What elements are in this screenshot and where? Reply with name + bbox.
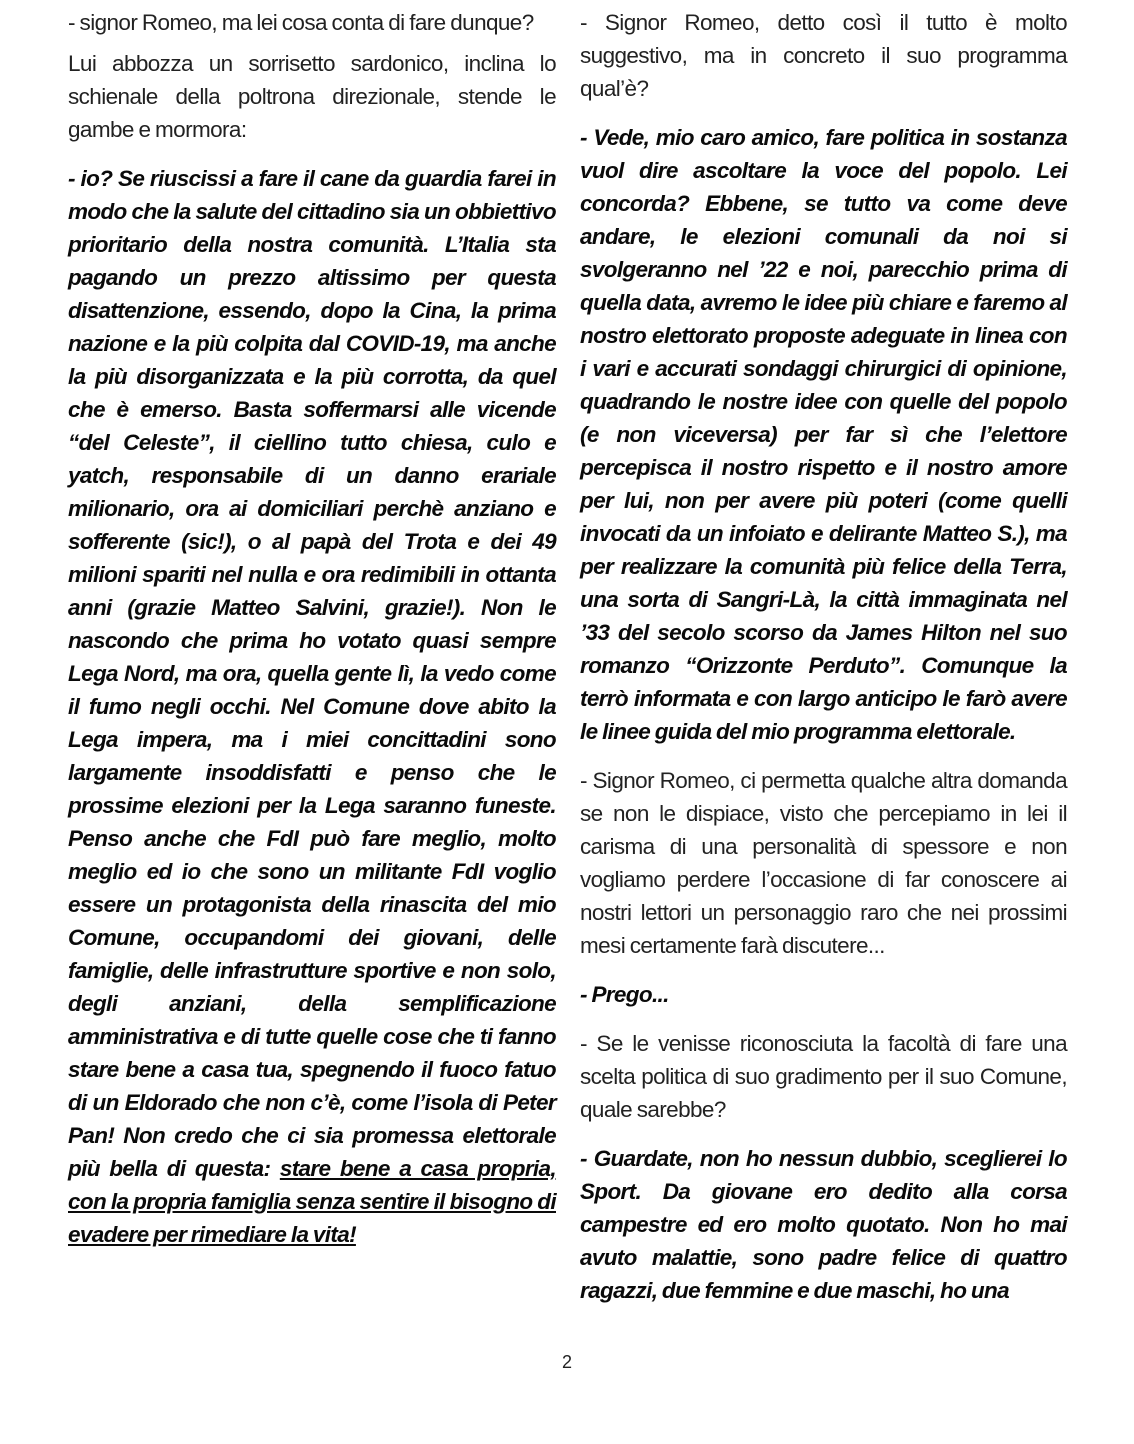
narration-paragraph: Lui abbozza un sorrisetto sardonico, inclina lo schienale della poltrona direzionale, stende le gambe e mormora: [68,51,556,142]
right-column [580,6,1067,1323]
question-paragraph: - signor Romeo, ma lei cosa conta di fare dunque? [68,10,534,35]
answer-paragraph: - Guardate, non ho nessun dubbio, sceglierei lo Sport. Da giovane ero dedito alla corsa campestre ed ero molto quotato. Non ho mai avuto malattie, sono padre felice di quattro ragazzi, due femmine e due maschi, ho una [580,1146,1067,1303]
answer-paragraph [68,162,556,1251]
question-paragraph: - Signor Romeo, detto così il tutto è molto suggestivo, ma in concreto il suo programma qual’è? [580,10,1067,101]
answer-paragraph: - Prego... [580,982,669,1007]
left-column [68,6,556,1267]
answer-text: - io? Se riuscissi a fare il cane da guardia farei in modo che la salute del cittadino sia un obbiettivo prioritario della nostra comunità. L’Italia sta pagando un prezzo altissimo per questa disattenzione, essendo, dopo la Cina, la prima nazione e la più colpita dal COVID-19, ma anche la più disorganizzata e la più corrotta, da quel che è emerso. Basta soffermarsi alle vicende “del Celeste”, il ciellino tutto chiesa, culo e yatch, responsabile di un danno erariale milionario, ora ai domiciliari perchè anziano e sofferente (sic!), o al papà del Trota e dei 49 milioni spariti nel nulla e ora redimibili in ottanta anni (grazie Matteo Salvini, grazie!). Non le nascondo che prima ho votato quasi sempre Lega Nord, ma ora, quella gente lì, la vedo come il fumo negli occhi. Nel Comune dove abito la Lega impera, ma i miei concittadini sono largamente insoddisfatti e penso che le prossime elezioni per la Lega saranno funeste. Penso anche che FdI può fare meglio, molto meglio ed io che sono un militante FdI voglio essere un protagonista della rinascita del mio Comune, occupandomi dei giovani, delle famiglie, delle infrastrutture sportive e non solo, degli anziani, della semplificazione amministrativa e di tutte quelle cose che ti fanno stare bene a casa tua, spegnendo il fuoco fatuo di un Eldorado che non c’è, come l’isola di Peter Pan! Non credo che ci sia promessa elettorale più bella di questa: [68,166,556,1181]
answer-paragraph: - Vede, mio caro amico, fare politica in sostanza vuol dire ascoltare la voce del popolo. Lei concorda? Ebbene, se tutto va come deve andare, le elezioni comunali da noi si svolgeranno nel ’22 e noi, parecchio prima di quella data, avremo le idee più chiare e faremo al nostro elettorato proposte adeguate in linea con i vari e accurati sondaggi chirurgici di opinione, quadrando le nostre idee con quelle del popolo (e non viceversa) per far sì che l’elettore percepisca il nostro rispetto e il nostro amore per lui, non per avere più poteri (come quelli invocati da un infoiato e delirante Matteo S.), ma per realizzare la comunità più felice della Terra, una sorta di Sangri-Là, la città immaginata nel ’33 del secolo scorso da James Hilton nel suo romanzo “Orizzonte Perduto”. Comunque la terrò informata e con largo anticipo le farò avere le linee guida del mio programma elettorale. [580,125,1067,744]
question-paragraph: - Se le venisse riconosciuta la facoltà di fare una scelta politica di suo gradimento per il suo Comune, quale sarebbe? [580,1031,1067,1122]
page-number: 2 [561,1352,572,1372]
question-paragraph: - Signor Romeo, ci permetta qualche altra domanda se non le dispiace, visto che percepiamo in lei il carisma di una personalità di spessore e non vogliamo perdere l’occasione di far conoscere ai nostri lettori un personaggio raro che nei prossimi mesi certamente farà discutere... [580,768,1067,958]
underlined-quote: stare bene a casa propria, con la propria famiglia senza sentire il bisogno di evadere per rimediare la vita! [68,1156,556,1247]
